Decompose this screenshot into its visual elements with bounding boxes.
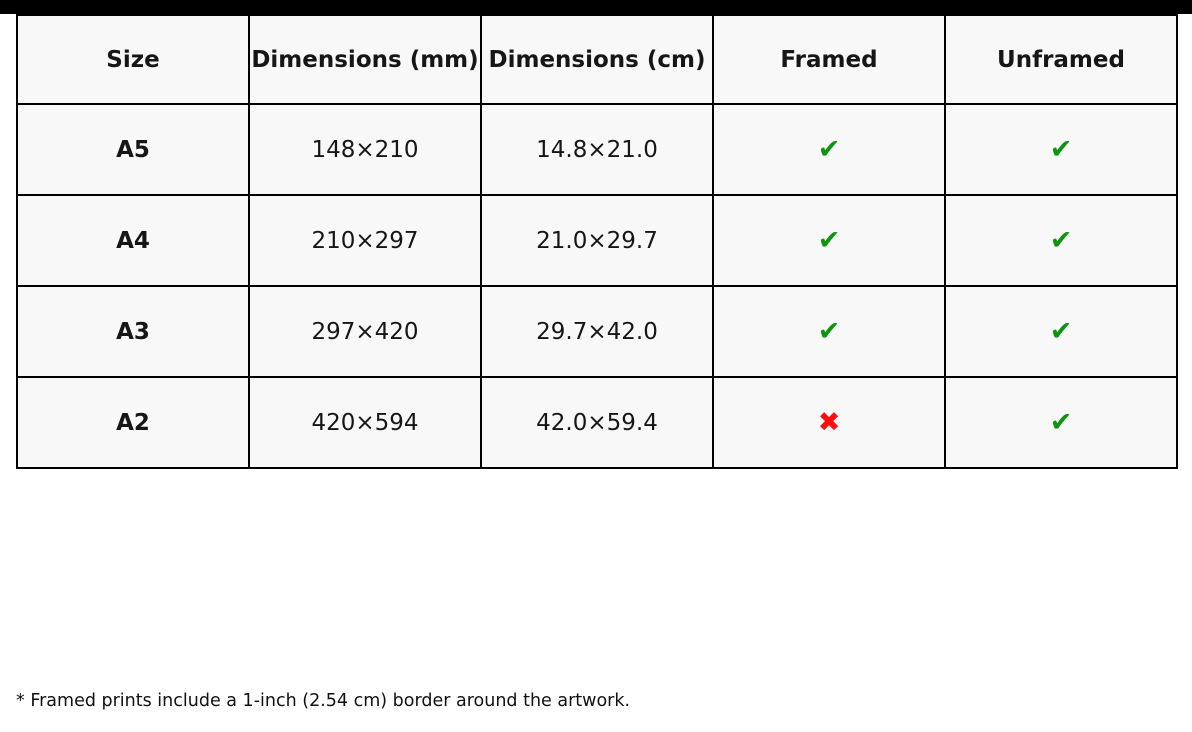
unframed-cell [945, 195, 1177, 286]
framed-cell [713, 286, 945, 377]
table-row-a3 [17, 286, 1177, 377]
top-black-bar [0, 0, 1192, 14]
dimensions-cm-cell: 21.0×29.7 [481, 195, 713, 286]
check-icon: ✔ [1049, 315, 1073, 347]
check-icon: ✔ [817, 315, 841, 347]
framed-cell [713, 104, 945, 195]
column-header-unframed: Unframed [945, 15, 1177, 104]
dimensions-mm-cell: 210×297 [249, 195, 481, 286]
framed-cell [713, 195, 945, 286]
dimensions-cm-cell: 42.0×59.4 [481, 377, 713, 468]
framed-border-footnote: * Framed prints include a 1-inch (2.54 cm) border around the artwork. [16, 691, 631, 711]
table-row-a5 [17, 104, 1177, 195]
table-row-a4 [17, 195, 1177, 286]
size-cell: A4 [17, 195, 249, 286]
size-cell: A2 [17, 377, 249, 468]
unframed-cell [945, 377, 1177, 468]
check-icon: ✔ [817, 133, 841, 165]
column-header-dimensions-mm: Dimensions (mm) [249, 15, 481, 104]
dimensions-cm-cell: 29.7×42.0 [481, 286, 713, 377]
column-header-size: Size [17, 15, 249, 104]
column-header-framed: Framed [713, 15, 945, 104]
dimensions-mm-cell: 297×420 [249, 286, 481, 377]
check-icon: ✔ [1049, 406, 1073, 438]
dimensions-mm-cell: 420×594 [249, 377, 481, 468]
size-cell: A5 [17, 104, 249, 195]
table-row-a2 [17, 377, 1177, 468]
check-icon: ✔ [1049, 224, 1073, 256]
unframed-cell [945, 286, 1177, 377]
dimensions-cm-cell: 14.8×21.0 [481, 104, 713, 195]
unframed-cell [945, 104, 1177, 195]
framed-cell [713, 377, 945, 468]
column-header-dimensions-cm: Dimensions (cm) [481, 15, 713, 104]
print-size-table [16, 14, 1178, 469]
table-header-row [17, 15, 1177, 104]
cross-icon: ✖ [817, 406, 841, 438]
dimensions-mm-cell: 148×210 [249, 104, 481, 195]
size-cell: A3 [17, 286, 249, 377]
check-icon: ✔ [1049, 133, 1073, 165]
check-icon: ✔ [817, 224, 841, 256]
